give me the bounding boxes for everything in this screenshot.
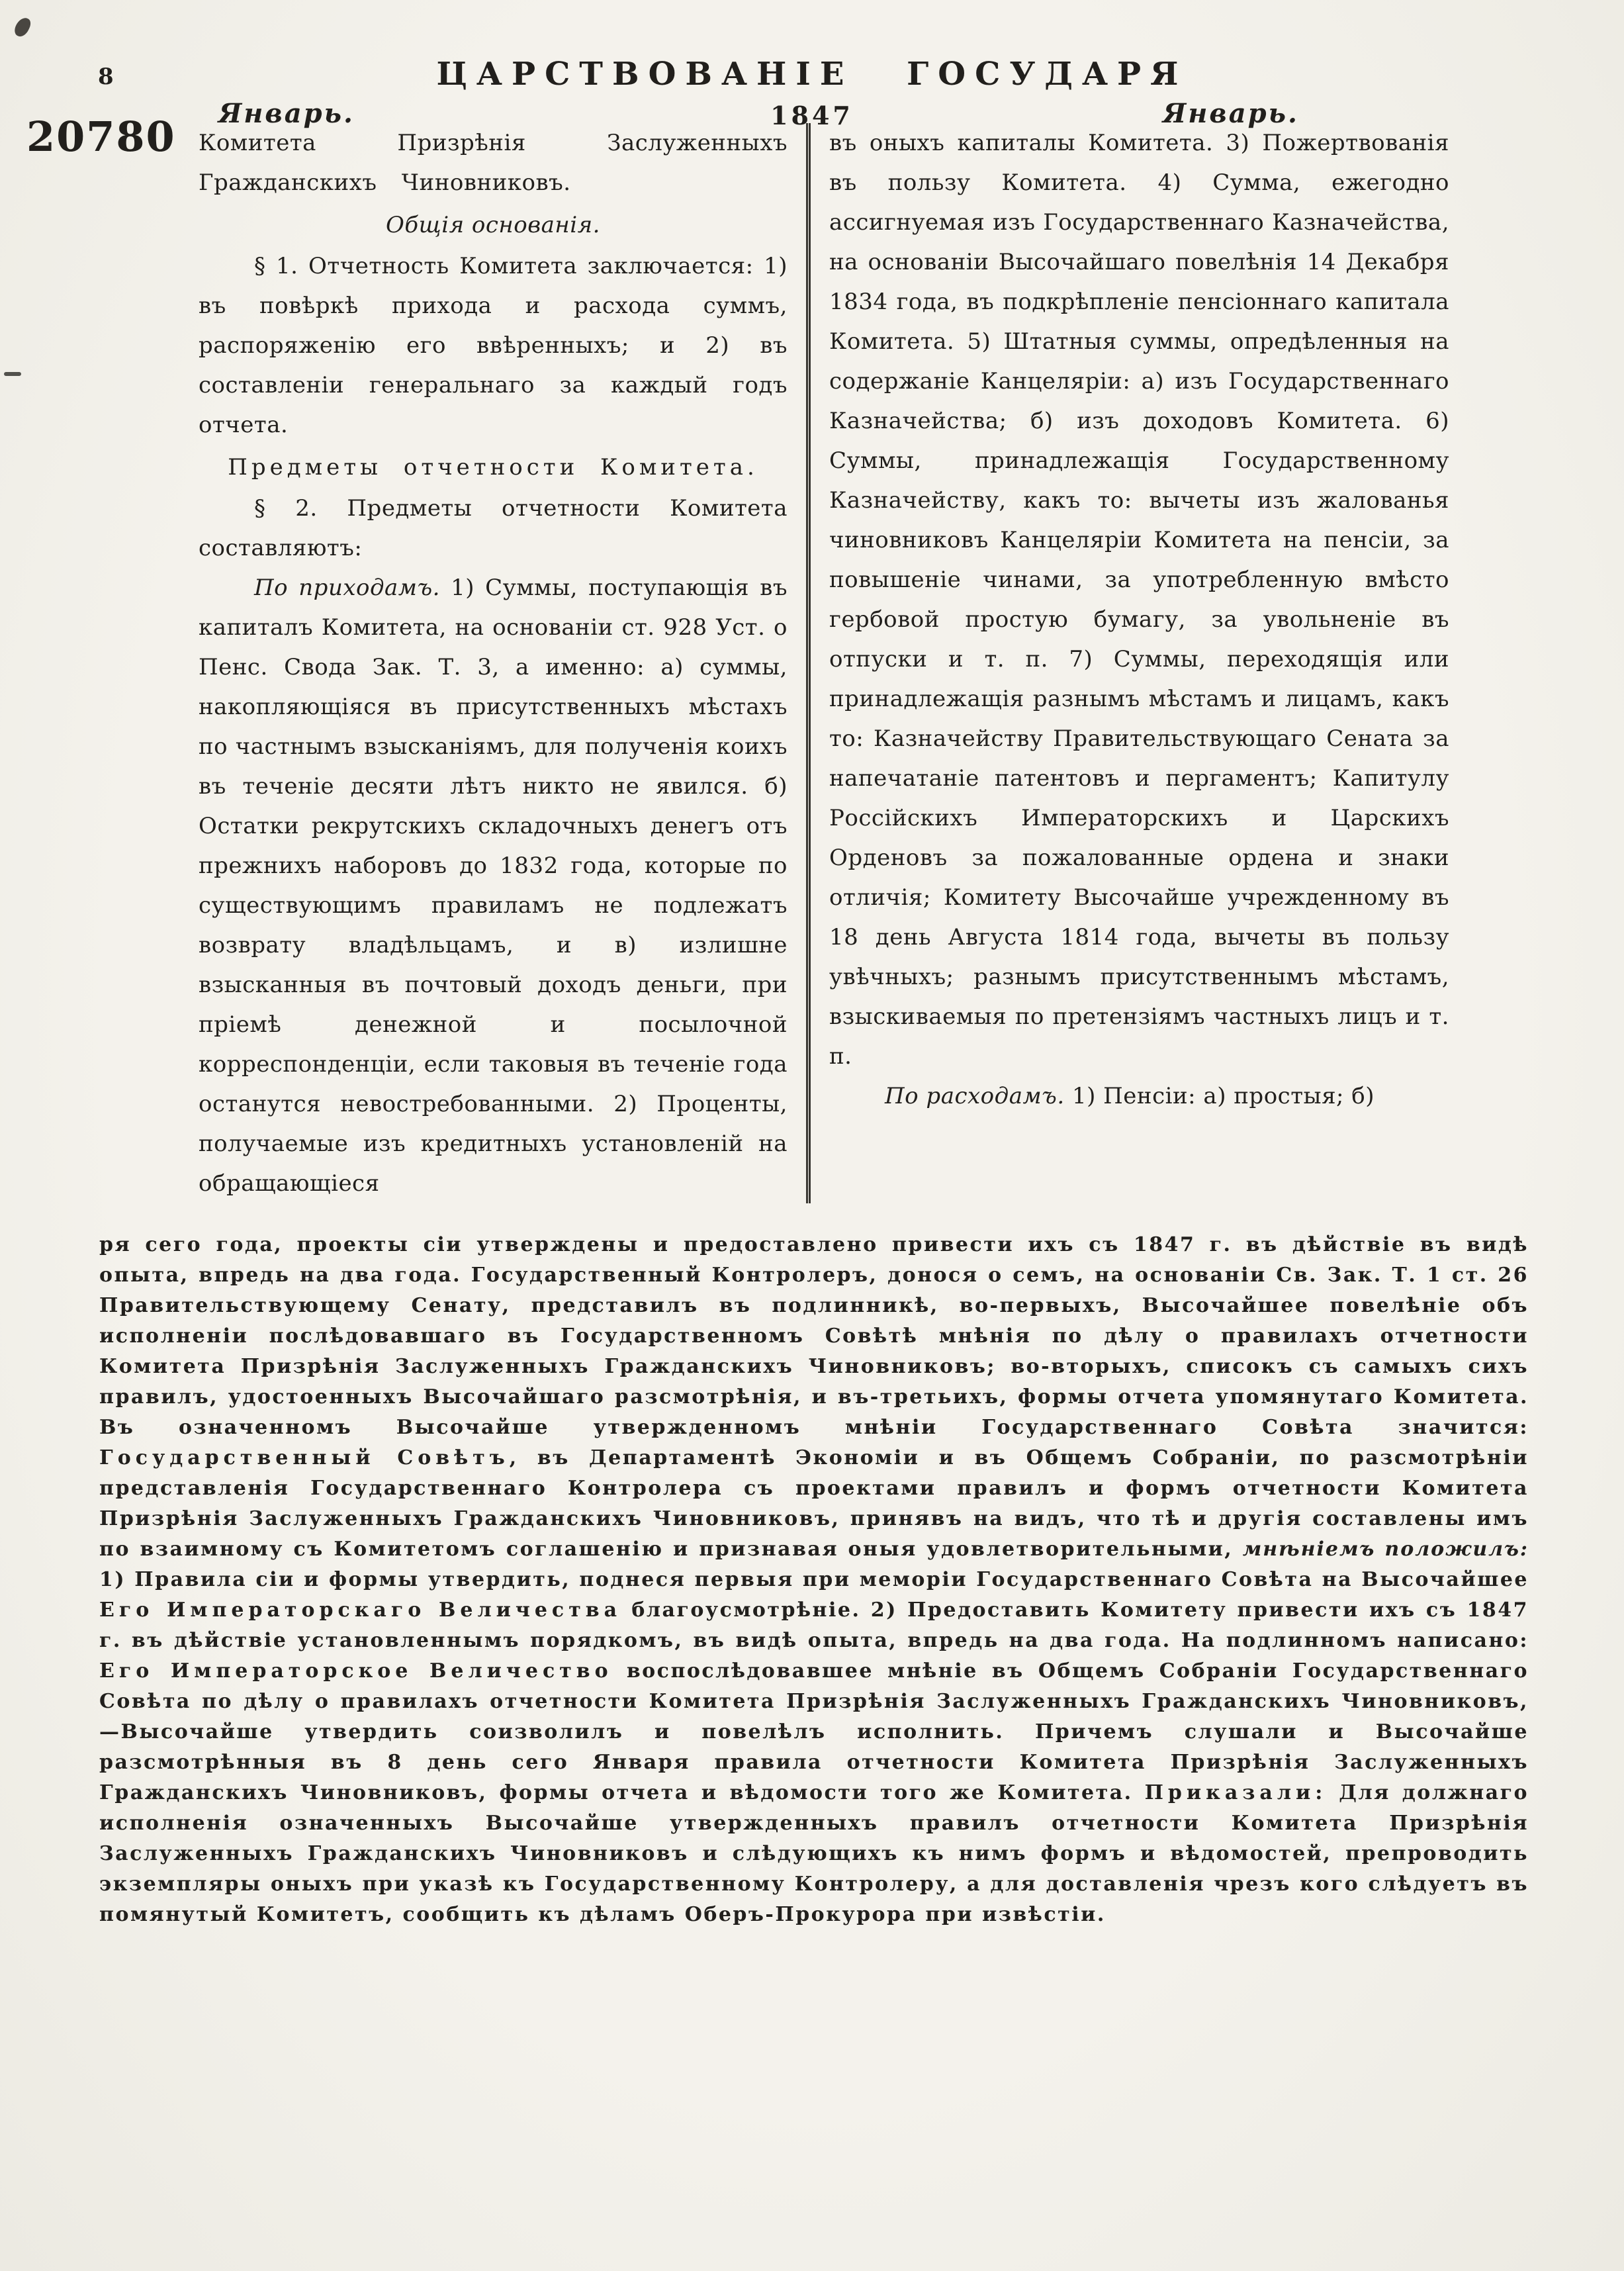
section-subheading: Общія основанія. <box>386 212 600 238</box>
page-title: ЦАРСТВОВАНІЕ ГОСУДАРЯ <box>436 56 1188 93</box>
paragraph <box>829 1076 1449 1116</box>
paragraph: § 1. Отчетность Комитета заключается: 1) въ повѣркѣ прихода и расхода суммъ, распоряженію его ввѣренныхъ; и 2) въ составленіи генеральнаго за каждый годъ отчета. <box>199 253 788 438</box>
scan-artifact-dash <box>4 372 21 376</box>
left-column <box>199 123 788 1203</box>
running-head-month-right: Январь. <box>1163 98 1299 129</box>
footnote-segment: Государственный Совѣтъ <box>99 1446 510 1469</box>
paragraph: въ оныхъ капиталы Комитета. 3) Пожертвованія въ пользу Комитета. 4) Сумма, ежегодно ассигнуемая изъ Государственнаго Казначейства, на основаніи Высочайшаго повелѣнія 14 Декабря 1834 года, въ подкрѣпленіе пенсіоннаго капитала Комитета. 5) Штатныя суммы, опредѣленныя на содержаніе Канцеляріи: а) изъ Государственнаго Казначейства; б) изъ доходовъ Комитета. 6) Суммы, принадлежащія Государственному Казначейству, какъ то: вычеты изъ жалованья чиновниковъ Канцеляріи Комитета на пенсіи, за повышеніе чинами, за употребленную вмѣсто гербовой простую бумагу, за увольненіе въ отпуски и т. п. 7) Суммы, переходящія или принадлежащія разнымъ мѣстамъ и лицамъ, какъ то: Казначейству Правительствующаго Сената за напечатаніе патентовъ и пергаментъ; Капитулу Россійскихъ Императорскихъ и Царскихъ Орденовъ за пожалованные ордена и знаки отличія; Комитету Высочайше учрежденному въ 18 день Августа 1814 года, вычеты въ пользу увѣчныхъ; разнымъ присутственнымъ мѣстамъ, взыскиваемыя по претензіямъ частныхъ лицъ и т. п. <box>829 130 1449 1070</box>
paragraph-text: 1) Пенсіи: а) простыя; б) <box>1064 1083 1375 1109</box>
footnote-segment: 1) Правила сіи и формы утвердить, поднеся первыя при меморіи Государственнаго Совѣта на Высочайшее <box>99 1568 1529 1591</box>
footnote-segment: ря сего года, проекты сіи утверждены и предоставлено привести ихъ съ 1847 г. въ дѣйствіе въ видѣ опыта, впредь на два года. Государственный Контролеръ, донося о семъ, на основаніи Св. Зак. Т. 1 ст. 26 Правительствующему Сенату, представилъ въ подлинникѣ, во-первыхъ, Высочайшее повелѣніе объ исполненіи послѣдовавшаго въ Государственномъ Совѣтѣ мнѣнія по дѣлу о правилахъ отчетности Комитета Призрѣнія Заслуженныхъ Гражданскихъ Чиновниковъ; во-вторыхъ, списокъ съ самыхъ сихъ правилъ, удостоенныхъ Высочайшаго разсмотрѣнія, и въ-третьихъ, формы отчета упомянутаго Комитета. Въ означенномъ Высочайше утвержденномъ мнѣніи Государственнаго Совѣта значится: <box>99 1233 1529 1439</box>
footnote-segment: воспослѣдовавшее мнѣніе въ Общемъ Собраніи Государственнаго Совѣта по дѣлу о правилахъ отчетности Комитета Призрѣнія Заслуженныхъ Гражданскихъ Чиновниковъ,—Высочайше утвердить соизволилъ и повелѣлъ исполнить. Причемъ слушали и Высочайше разсмотрѣнныя въ 8 день сего Января правила отчетности Комитета Призрѣнія Заслуженныхъ Гражданскихъ Чиновниковъ, формы отчета и вѣдомости того же Комитета. <box>99 1659 1529 1804</box>
section-heading: Предметы отчетности Комитета. <box>228 454 758 481</box>
main-columns <box>199 123 1449 1203</box>
footnote-segment: , въ Департаментѣ Экономіи и въ Общемъ Собраніи, по разсмотрѣніи представленія Государственнаго Контролера съ проектами правилъ и формъ отчетности Комитета Призрѣнія Заслуженныхъ Гражданскихъ Чиновниковъ, принявъ на видъ, что тѣ и другія составлены имъ по взаимному съ Комитетомъ соглашенію и признавая оныя удовлетворительными, <box>99 1446 1529 1561</box>
footnote-segment: Его Императорскаго Величества <box>99 1599 622 1622</box>
footnote-segment: мнѣніемъ положилъ: <box>1242 1538 1529 1561</box>
footnote-segment: благоусмотрѣніе. 2) Предоставить Комитету привести ихъ съ 1847 г. въ дѣйствіе установленнымъ порядкомъ, въ видѣ опыта, впредь на два года. На подлинномъ написано: <box>99 1599 1529 1652</box>
running-head-month-left: Январь. <box>218 98 355 129</box>
footnote-block <box>99 1230 1529 1930</box>
footnote-segment: Для должнаго исполненія означенныхъ Высочайше утвержденныхъ правилъ отчетности Комитета Призрѣнія Заслуженныхъ Гражданскихъ Чиновниковъ и слѣдующихъ къ нимъ формъ и вѣдомостей, препроводить экземпляры оныхъ при указѣ къ Государственному Контролеру, а для доставленія чрезъ кого слѣдуетъ въ помянутый Комитетъ, сообщить къ дѣламъ Оберъ-Прокурора при извѣстіи. <box>99 1781 1529 1926</box>
paragraph <box>199 568 788 1203</box>
footnote-paragraph <box>99 1230 1529 1930</box>
scan-artifact-corner <box>13 15 33 39</box>
right-column <box>829 123 1449 1203</box>
footnote-segment: Его Императорское Величество <box>99 1659 613 1683</box>
column-divider <box>806 123 811 1203</box>
paragraph-lead: По приходамъ. <box>254 575 440 601</box>
paragraph: § 2. Предметы отчетности Комитета составляютъ: <box>199 495 788 561</box>
running-head-year: 1847 <box>770 101 854 130</box>
entry-number: 20780 <box>26 113 176 161</box>
paragraph-lead: По расходамъ. <box>885 1083 1065 1109</box>
footnote-segment: Приказали: <box>1144 1781 1328 1804</box>
page-number: 8 <box>98 64 114 90</box>
entry-heading: Комитета Призрѣнія Заслуженныхъ Гражданскихъ Чиновниковъ. <box>199 130 788 196</box>
paragraph-text: 1) Суммы, поступающія въ капиталъ Комитета, на основаніи ст. 928 Уст. о Пенс. Свода Зак. Т. 3, а именно: а) суммы, накопляющіяся въ присутственныхъ мѣстахъ по частнымъ взысканіямъ, для полученія коихъ въ теченіе десяти лѣтъ никто не явился. б) Остатки рекрутскихъ складочныхъ денегъ отъ прежнихъ наборовъ до 1832 года, которые по существующимъ правиламъ не подлежатъ возврату владѣльцамъ, и в) излишне взысканныя въ почтовый доходъ деньги, при пріемѣ денежной и посылочной корреспонденціи, если таковыя въ теченіе года останутся невостребованными. 2) Проценты, получаемые изъ кредитныхъ установленій на обращающіеся <box>199 575 788 1197</box>
